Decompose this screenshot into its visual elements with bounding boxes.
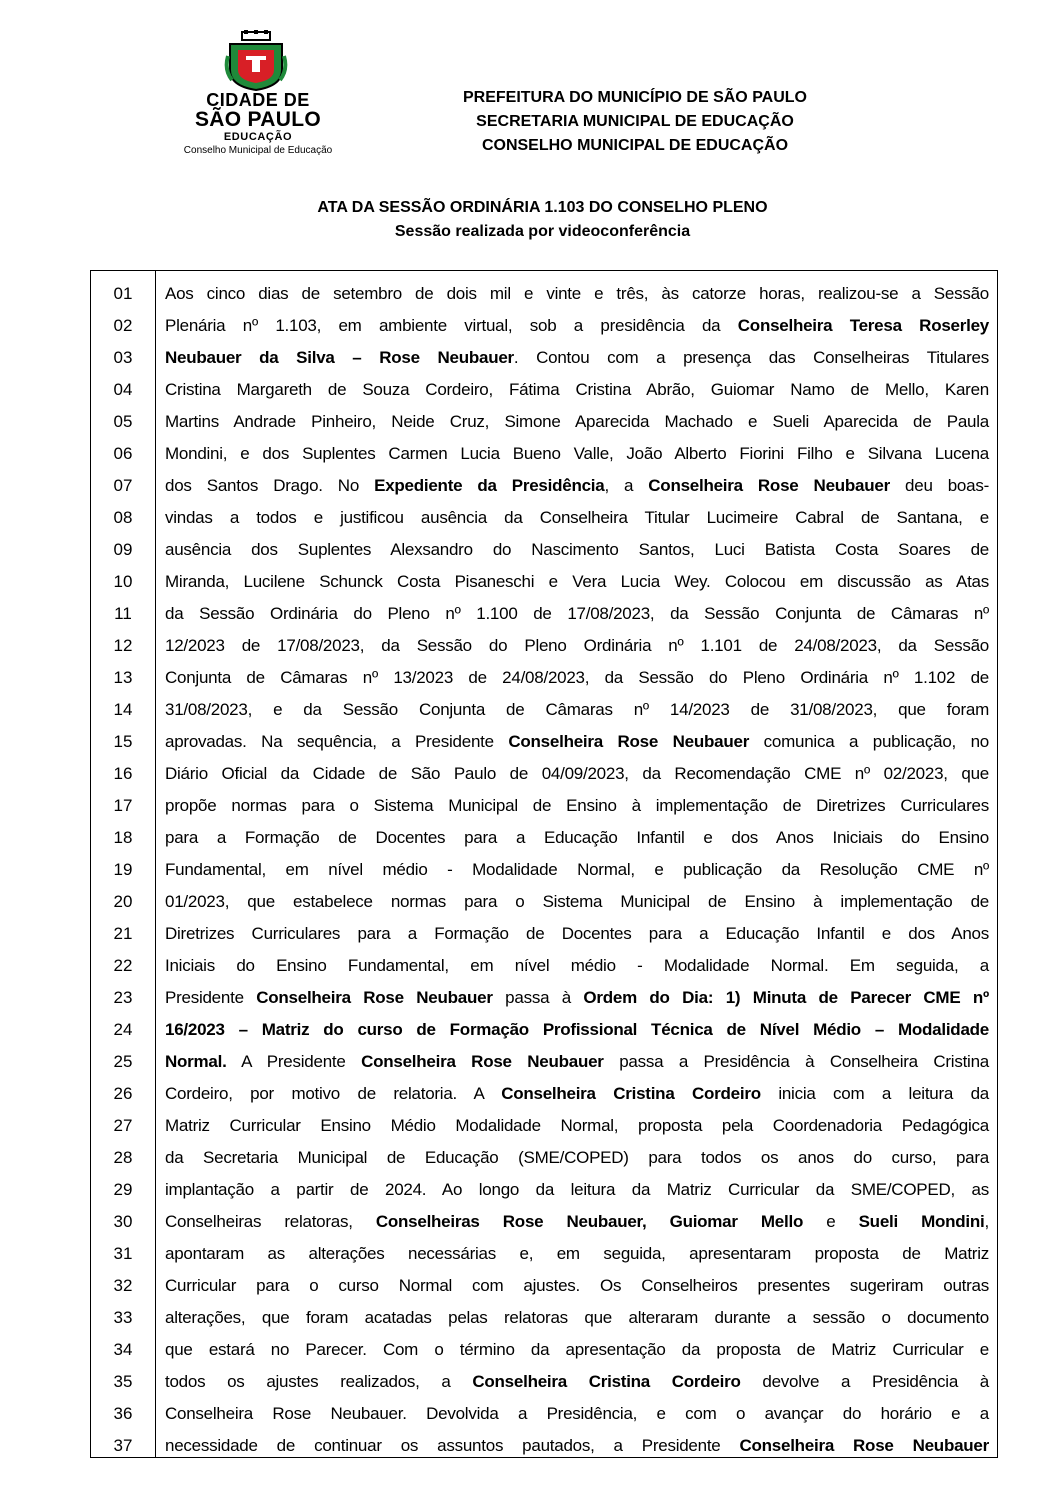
bold-text: 16/2023 – Matriz do curso de Formação Profissional Técnica de Nível Médio – Modalidade [165, 1020, 989, 1039]
text-segment: 12/2023 de 17/08/2023, da Sessão do Pleno Ordinária nº 1.101 de 24/08/2023, da Sessão [165, 636, 989, 655]
text-segment: Fundamental, em nível médio - Modalidade Normal, e publicação da Resolução CME nº [165, 860, 989, 879]
line-number: 25 [113, 1052, 133, 1071]
text-line [165, 1398, 989, 1430]
text-line [165, 726, 989, 758]
text-line [165, 886, 989, 918]
text-segment: Mondini, e dos Suplentes Carmen Lucia Bueno Valle, João Alberto Fiorini Filho e Silvana Lucena [165, 444, 989, 463]
text-segment: Presidente [165, 988, 257, 1007]
minutes-table [90, 270, 998, 1458]
text-segment: devolve a Presidência à [740, 1372, 989, 1391]
bold-text: Ordem do Dia: 1) Minuta de Parecer CME nº [583, 988, 989, 1007]
line-number: 06 [113, 444, 133, 463]
text-line [165, 918, 989, 950]
text-segment: para a Formação de Docentes para a Educação Infantil e dos Anos Iniciais do Ensino [165, 828, 989, 847]
line-number: 15 [113, 732, 133, 751]
bold-text: Expediente da Presidência [374, 476, 605, 495]
line-number: 30 [113, 1212, 133, 1231]
text-segment: Conselheira Rose Neubauer. Devolvida a Presidência, e com o avançar do horário e a [165, 1404, 989, 1423]
city-logo [168, 30, 348, 165]
bold-text: Normal. [165, 1052, 227, 1071]
text-line [165, 758, 989, 790]
text-segment: Miranda, Lucilene Schunck Costa Pisaneschi e Vera Lucia Wey. Colocou em discussão as Atas [165, 572, 989, 591]
text-segment: necessidade de continuar os assuntos pautados, a Presidente [165, 1436, 740, 1455]
line-number: 01 [113, 284, 133, 303]
text-segment: inicia com a leitura da [760, 1084, 989, 1103]
text-line [165, 1366, 989, 1398]
logo-line-1: CIDADE DE [206, 90, 310, 110]
text-line [165, 982, 989, 1014]
text-line [165, 406, 989, 438]
text-segment: , [984, 1212, 989, 1231]
text-segment: passa a Presidência à Conselheira Cristina [603, 1052, 989, 1071]
line-number: 24 [113, 1020, 133, 1039]
text-segment: Cristina Margareth de Souza Cordeiro, Fátima Cristina Abrão, Guiomar Namo de Mello, Karen [165, 380, 989, 399]
text-line [165, 790, 989, 822]
line-number: 34 [113, 1340, 133, 1359]
bold-text: Conselheira Rose Neubauer [648, 476, 890, 495]
text-segment: Diretrizes Curriculares para a Formação de Docentes para a Educação Infantil e dos Anos [165, 924, 989, 943]
text-line [165, 278, 989, 310]
line-number: 37 [113, 1436, 133, 1455]
text-line [165, 1238, 989, 1270]
text-line [165, 694, 989, 726]
text-line [165, 310, 989, 342]
line-number: 05 [113, 412, 133, 431]
text-segment: todos os ajustes realizados, a [165, 1372, 473, 1391]
text-segment: implantação a partir de 2024. Ao longo da leitura da Matriz Curricular da SME/COPED, as [165, 1180, 989, 1199]
text-line [165, 598, 989, 630]
org-line-2: SECRETARIA MUNICIPAL DE EDUCAÇÃO [476, 113, 794, 130]
text-line [165, 1174, 989, 1206]
line-number: 17 [113, 796, 133, 815]
text-line [165, 1270, 989, 1302]
text-segment: deu boas- [889, 476, 989, 495]
text-line [165, 1110, 989, 1142]
line-number: 16 [113, 764, 133, 783]
text-segment: Martins Andrade Pinheiro, Neide Cruz, Simone Aparecida Machado e Sueli Aparecida de Paula [165, 412, 989, 431]
line-number: 08 [113, 508, 133, 527]
column-separator [155, 271, 156, 1457]
text-segment: Cordeiro, por motivo de relatoria. A [165, 1084, 502, 1103]
line-number: 32 [113, 1276, 133, 1295]
logo-line-3: EDUCAÇÃO [223, 131, 293, 143]
text-line [165, 1430, 989, 1462]
text-segment: A Presidente [226, 1052, 362, 1071]
text-segment: da Secretaria Municipal de Educação (SME/COPED) para todos os anos do curso, para [165, 1148, 989, 1167]
line-number: 20 [113, 892, 133, 911]
text-line [165, 1334, 989, 1366]
bold-text: Conselheira Rose Neubauer [508, 732, 750, 751]
text-line [165, 1206, 989, 1238]
text-line [165, 630, 989, 662]
line-number: 21 [113, 924, 133, 943]
text-line [165, 1078, 989, 1110]
line-number: 07 [113, 476, 133, 495]
line-number: 19 [113, 860, 133, 879]
text-line [165, 566, 989, 598]
text-segment: dos Santos Drago. No [165, 476, 375, 495]
title-sub: Sessão realizada por videoconferência [394, 223, 691, 240]
line-number: 03 [113, 348, 133, 367]
text-segment: vindas a todos e justificou ausência da Conselheira Titular Lucimeire Cabral de Santana, e [165, 508, 989, 527]
text-segment: Conselheiras relatoras, [165, 1212, 376, 1231]
bold-text: Conselheira Cristina Cordeiro [501, 1084, 761, 1103]
text-segment: Aos cinco dias de setembro de dois mil e vinte e três, às catorze horas, realizou-se a Sessão [165, 284, 989, 303]
organization-header [420, 86, 850, 158]
text-segment: Conjunta de Câmaras nº 13/2023 de 24/08/2023, da Sessão do Pleno Ordinária nº 1.102 de [165, 668, 989, 687]
text-line [165, 1142, 989, 1174]
coat-of-arms-icon [224, 30, 288, 92]
text-segment: e [803, 1212, 859, 1231]
text-line [165, 822, 989, 854]
text-line [165, 374, 989, 406]
line-number: 04 [113, 380, 133, 399]
text-line [165, 534, 989, 566]
bold-text: Conselheira Rose Neubauer [361, 1052, 604, 1071]
logo-line-2: SÃO PAULO [195, 108, 321, 131]
text-line [165, 1014, 989, 1046]
text-segment: Matriz Curricular Ensino Médio Modalidade Normal, proposta pela Coordenadoria Pedagógica [165, 1116, 989, 1135]
line-number: 02 [113, 316, 133, 335]
line-number: 33 [113, 1308, 133, 1327]
text-segment: 01/2023, que estabelece normas para o Sistema Municipal de Ensino à implementação de [165, 892, 989, 911]
line-number: 09 [113, 540, 133, 559]
line-number: 13 [113, 668, 133, 687]
bold-text: Conselheira Rose Neubauer [256, 988, 493, 1007]
text-line [165, 342, 989, 374]
line-number: 31 [113, 1244, 133, 1263]
bold-text: Conselheiras Rose Neubauer, Guiomar Mello [375, 1212, 804, 1231]
line-number: 36 [113, 1404, 133, 1423]
text-segment: aprovadas. Na sequência, a Presidente [165, 732, 509, 751]
bold-text: Conselheira Cristina Cordeiro [472, 1372, 741, 1391]
text-line [165, 1046, 989, 1078]
text-line [165, 470, 989, 502]
text-segment: apontaram as alterações necessárias e, em seguida, apresentaram proposta de Matriz [165, 1244, 989, 1263]
title-main: ATA DA SESSÃO ORDINÁRIA 1.103 DO CONSELHO PLENO [317, 199, 768, 216]
line-number: 12 [113, 636, 133, 655]
minutes-text-column [165, 278, 989, 1462]
text-line [165, 438, 989, 470]
text-line [165, 854, 989, 886]
line-number: 14 [113, 700, 133, 719]
text-segment: , a [604, 476, 649, 495]
text-segment: Curricular para o curso Normal com ajustes. Os Conselheiros presentes sugeriram outras [165, 1276, 989, 1295]
bold-text: Conselheira Rose Neubauer [739, 1436, 989, 1455]
text-segment: Plenária nº 1.103, em ambiente virtual, sob a presidência da [165, 316, 738, 335]
text-segment: que estará no Parecer. Com o término da apresentação da proposta de Matriz Curricular e [165, 1340, 989, 1359]
text-segment: alterações, que foram acatadas pelas relatoras que alteraram durante a sessão o documento [165, 1308, 989, 1327]
text-line [165, 662, 989, 694]
line-number: 29 [113, 1180, 133, 1199]
line-number: 11 [114, 604, 132, 623]
org-line-3: CONSELHO MUNICIPAL DE EDUCAÇÃO [481, 137, 789, 154]
text-segment: propõe normas para o Sistema Municipal de Ensino à implementação de Diretrizes Curriculares [165, 796, 989, 815]
line-numbers-column [91, 278, 155, 1462]
bold-text: Sueli Mondini [858, 1212, 985, 1231]
document-title [170, 196, 915, 244]
line-number: 22 [113, 956, 133, 975]
bold-text: Neubauer da Silva – Rose Neubauer [165, 348, 514, 367]
line-number: 23 [113, 988, 133, 1007]
org-line-1: PREFEITURA DO MUNICÍPIO DE SÃO PAULO [462, 89, 807, 106]
logo-line-4: Conselho Municipal de Educação [183, 145, 333, 156]
line-number: 18 [113, 828, 133, 847]
text-segment: 31/08/2023, e da Sessão Conjunta de Câmaras nº 14/2023 de 31/08/2023, que foram [165, 700, 989, 719]
line-number: 27 [113, 1116, 133, 1135]
text-segment: da Sessão Ordinária do Pleno nº 1.100 de 17/08/2023, da Sessão Conjunta de Câmaras nº [165, 604, 989, 623]
line-number: 26 [113, 1084, 133, 1103]
text-line [165, 502, 989, 534]
line-number: 35 [113, 1372, 133, 1391]
line-number: 28 [113, 1148, 133, 1167]
text-line [165, 950, 989, 982]
text-segment: Diário Oficial da Cidade de São Paulo de 04/09/2023, da Recomendação CME nº 02/2023, que [165, 764, 989, 783]
text-segment: comunica a publicação, no [749, 732, 989, 751]
text-segment: ausência dos Suplentes Alexsandro do Nascimento Santos, Luci Batista Costa Soares de [165, 540, 989, 559]
text-segment: Iniciais do Ensino Fundamental, em nível médio - Modalidade Normal. Em seguida, a [165, 956, 989, 975]
text-segment: . Contou com a presença das Conselheiras Titulares [513, 348, 990, 367]
text-line [165, 1302, 989, 1334]
line-number: 10 [113, 572, 133, 591]
bold-text: Conselheira Teresa Roserley [737, 316, 989, 335]
text-segment: passa à [492, 988, 584, 1007]
